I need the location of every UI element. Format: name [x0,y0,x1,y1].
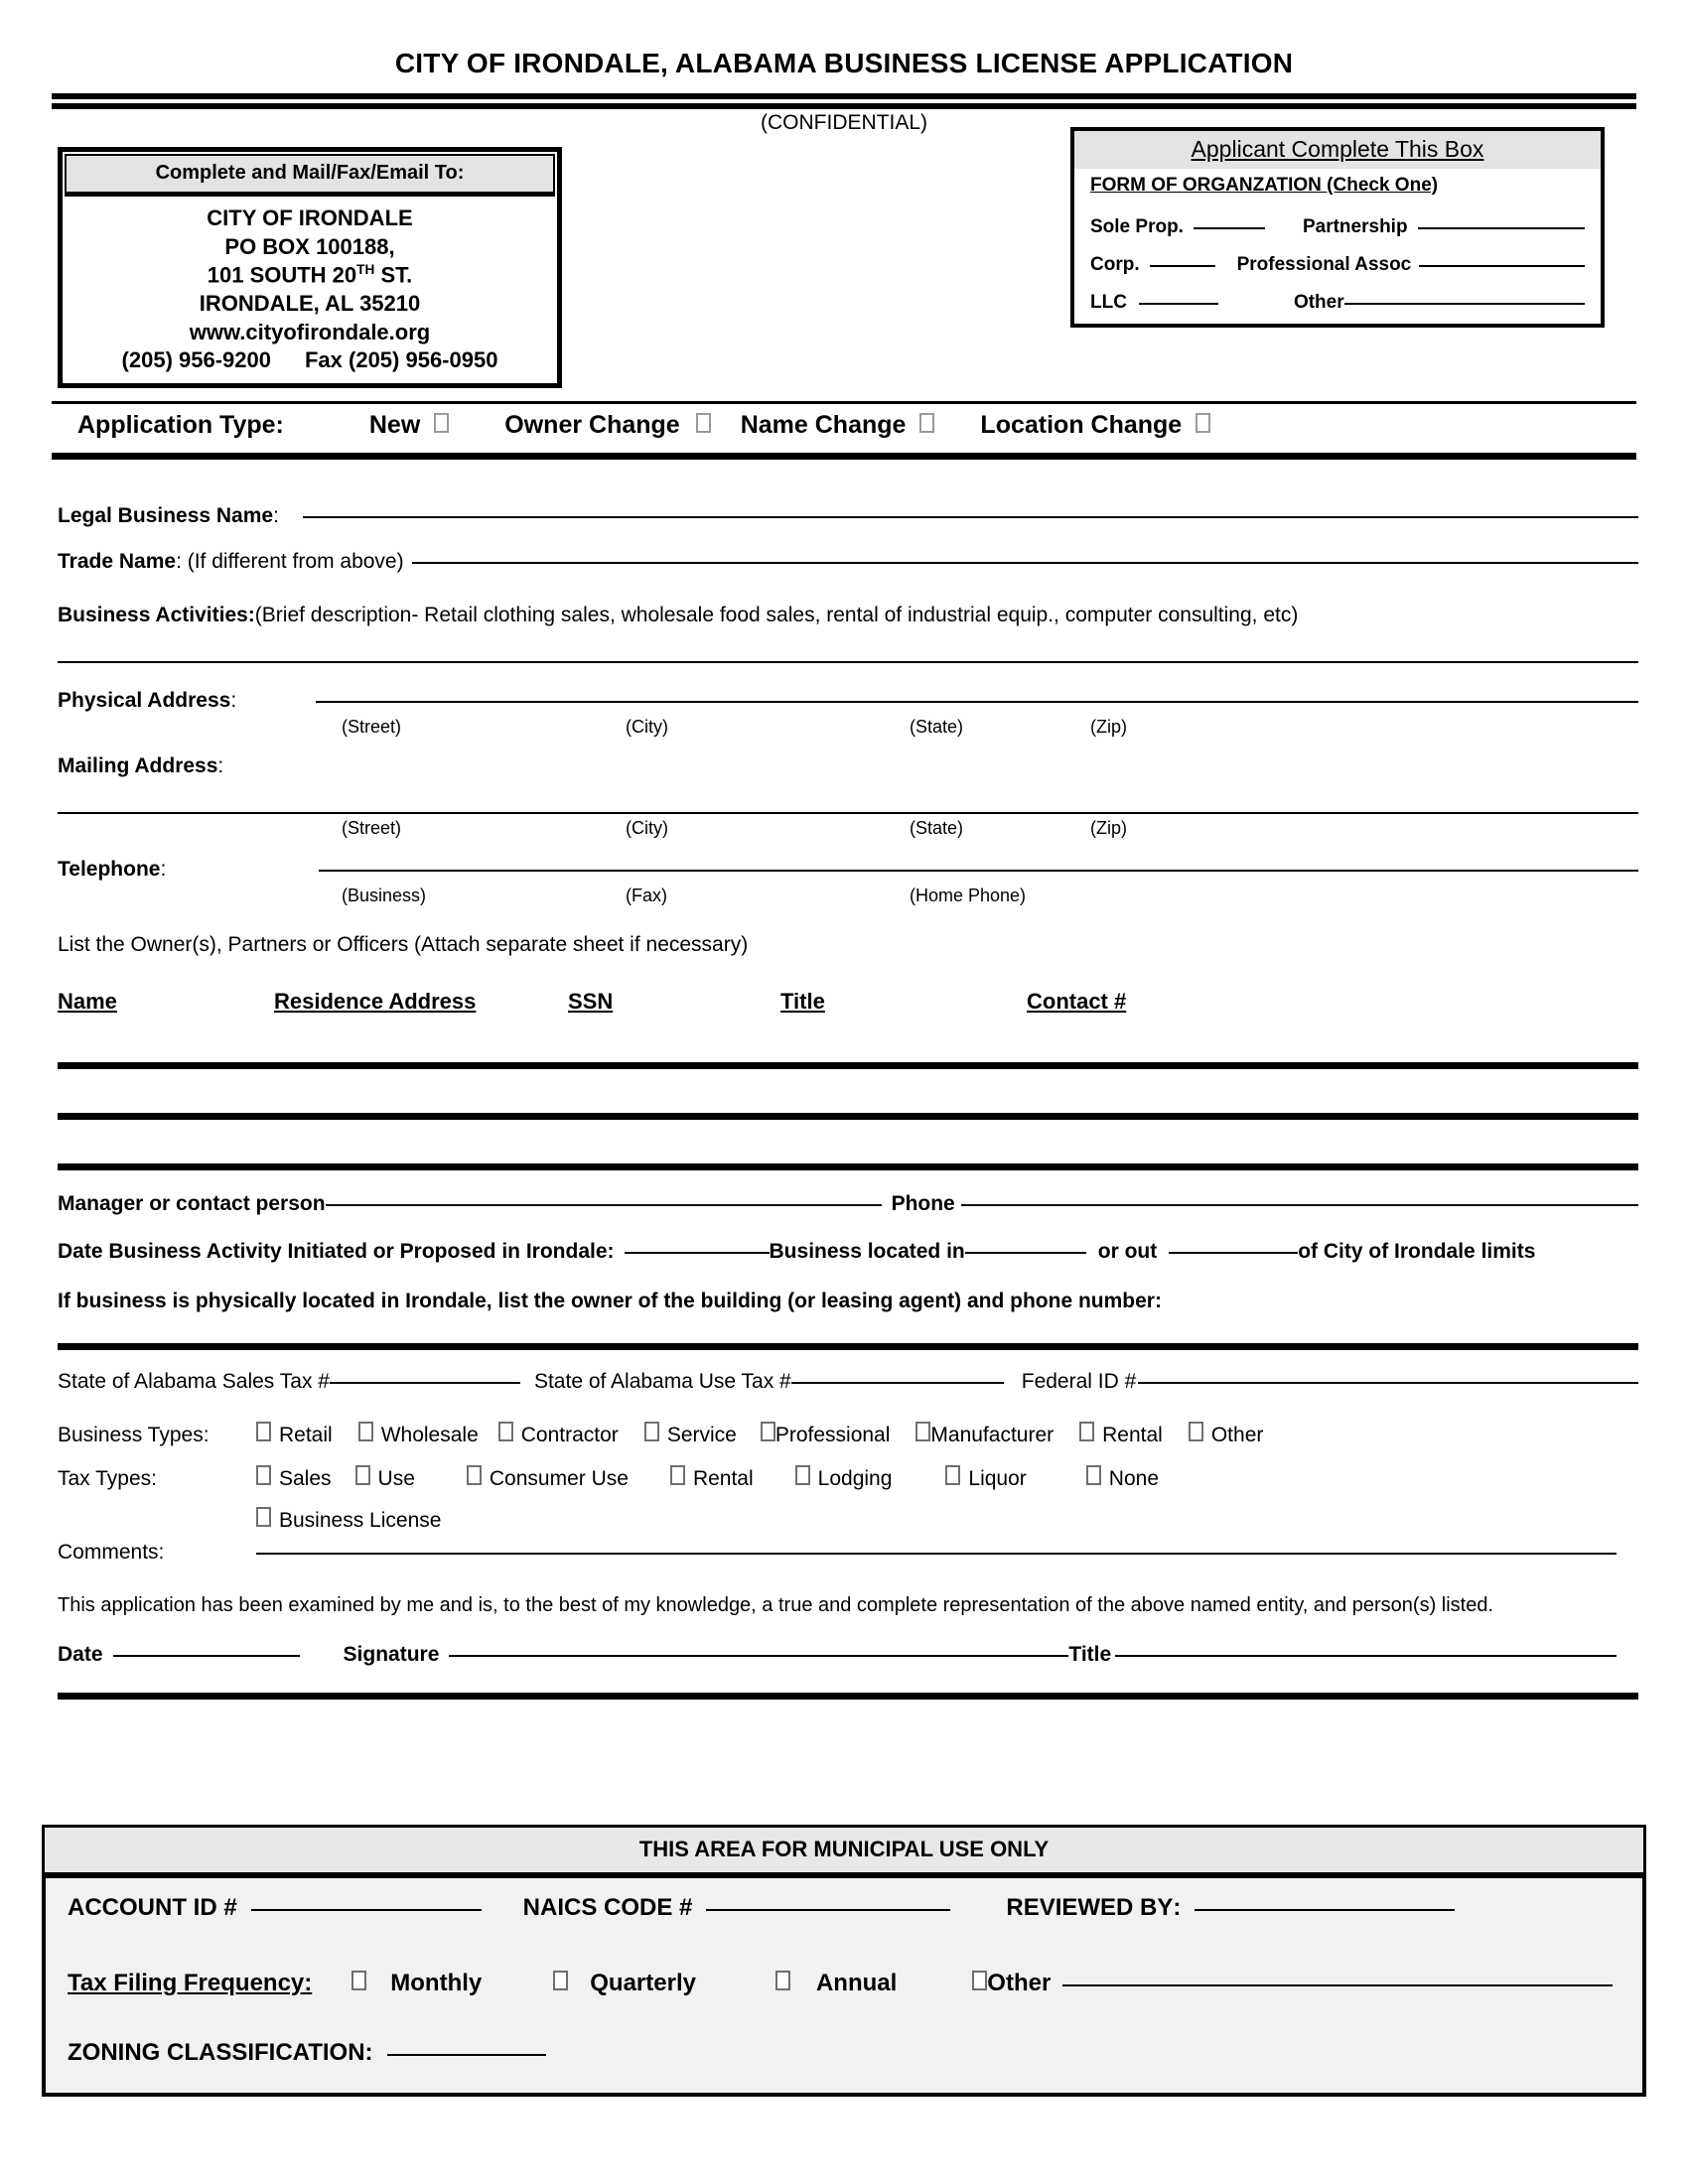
business-type-professional-checkbox[interactable] [761,1422,775,1441]
mail-to-website[interactable]: www.cityofirondale.org [189,319,431,344]
org-row-1 [1090,216,1585,238]
business-activities-note: (Brief description- Retail clothing sales, wholesale food sales, rental of industrial equip., computer consulting, etc) [254,604,1299,626]
tax-filing-annual-checkbox[interactable] [775,1971,790,1990]
business-type-retail-label: Retail [279,1424,333,1446]
tax-type-business-license-label: Business License [279,1509,442,1532]
legal-business-name-row [58,504,1638,528]
mail-to-pobox: PO BOX 100188, [224,233,395,259]
municipal-ids-row [68,1894,1620,1922]
telephone-input[interactable] [319,870,1638,872]
telephone-label: Telephone [58,858,161,881]
org-row-3 [1090,292,1585,314]
manager-contact-input[interactable] [326,1204,882,1206]
account-id-input[interactable] [251,1909,482,1911]
tax-type-business-license-checkbox[interactable] [256,1507,271,1527]
org-option-llc-label: LLC [1090,292,1127,313]
mailing-address-row [58,754,1638,778]
tax-type-use-checkbox[interactable] [355,1465,370,1485]
business-type-retail-checkbox[interactable] [256,1422,271,1441]
org-option-llc-blank[interactable] [1139,303,1218,305]
tax-type-liquor-label: Liquor [968,1467,1027,1490]
application-type-name-change-checkbox[interactable] [919,413,934,433]
mail-to-contact-line [67,346,553,375]
business-type-rental-checkbox[interactable] [1079,1422,1094,1441]
municipal-use-header: THIS AREA FOR MUNICIPAL USE ONLY [42,1825,1646,1872]
tax-type-rental-label: Rental [692,1467,754,1490]
business-type-contractor-label: Contractor [520,1424,619,1446]
or-out-input[interactable] [1169,1252,1298,1254]
caption-fax: (Fax) [626,886,667,905]
business-type-manufacturer-label: Manufacturer [930,1424,1055,1446]
tax-type-consumer-use-checkbox[interactable] [467,1465,482,1485]
building-owner-rule[interactable] [58,1343,1638,1350]
tax-filing-monthly-label: Monthly [390,1970,483,1996]
business-type-wholesale-label: Wholesale [380,1424,479,1446]
tax-types-row [58,1465,1638,1491]
org-option-other-blank[interactable] [1344,303,1585,305]
owners-row-rule-3[interactable] [58,1163,1638,1170]
located-in-input[interactable] [965,1252,1086,1254]
application-type-owner-change-checkbox[interactable] [696,413,711,433]
caption-city: (City) [626,717,668,737]
business-activities-row [58,604,1638,627]
date-initiated-label: Date Business Activity Initiated or Proposed in Irondale [58,1240,608,1263]
tax-types-label: Tax Types: [58,1467,157,1490]
application-type-option-new-label: New [368,411,421,439]
application-type-location-change-checkbox[interactable] [1196,413,1210,433]
signature-label: Signature [343,1643,440,1666]
owners-row-rule-2[interactable] [58,1113,1638,1120]
caption-city-2: (City) [626,818,668,838]
org-option-partnership-label: Partnership [1302,216,1408,237]
physical-address-captions [58,717,1638,741]
account-id-label: ACCOUNT ID # [68,1894,237,1921]
mailing-address-input[interactable] [58,812,1638,814]
title-rule-lower [52,103,1636,109]
tax-filing-monthly-checkbox[interactable] [352,1971,366,1990]
reviewed-by-colon: : [1173,1894,1182,1921]
business-type-wholesale-checkbox[interactable] [358,1422,373,1441]
title-rule-upper [52,93,1636,99]
owners-row-rule-1[interactable] [58,1062,1638,1069]
caption-zip: (Zip) [1090,717,1127,737]
physical-address-row [58,689,1638,713]
caption-business-phone: (Business) [342,886,427,905]
mail-to-fax: Fax (205) 956-0950 [304,347,498,373]
mail-to-city: CITY OF IRONDALE [207,205,413,230]
owners-instruction: List the Owner(s), Partners or Officers (Attach separate sheet if necessary) [58,933,749,956]
tax-type-sales-label: Sales [279,1467,332,1490]
business-type-service-label: Service [666,1424,737,1446]
tax-id-row [58,1370,1638,1394]
applicant-complete-box [1070,127,1605,328]
business-type-professional-label: Professional [774,1424,891,1446]
reviewed-by-label: REVIEWED BY [1006,1894,1174,1921]
mail-to-street [67,261,553,290]
signature-date-input[interactable] [113,1655,300,1657]
mail-to-street-ordinal: TH [356,262,375,278]
use-tax-input[interactable] [791,1382,1004,1384]
comments-input[interactable] [256,1553,1617,1555]
owners-column-title: Title [780,989,825,1014]
caption-street-2: (Street) [342,818,402,838]
caption-state: (State) [910,717,964,737]
org-row-2 [1090,254,1585,276]
or-out-label: or out [1097,1240,1158,1263]
manager-contact-row [58,1192,1638,1216]
federal-id-input[interactable] [1138,1382,1638,1384]
trade-name-label: Trade Name [58,550,177,573]
manager-phone-input[interactable] [961,1204,1638,1206]
signature-title-input[interactable] [1115,1655,1617,1657]
telephone-row [58,858,1638,882]
building-owner-label: If business is physically located in Irondale, list the owner of the building (or leasing agent) and phone number: [58,1290,1162,1312]
application-type-option-name-change-label: Name Change [740,411,907,439]
date-initiated-input[interactable] [625,1252,770,1254]
applicant-box-header-text: Applicant Complete This Box [1191,136,1484,162]
caption-street: (Street) [342,717,402,737]
physical-address-label: Physical Address [58,689,231,712]
tax-filing-annual-label: Annual [815,1970,898,1996]
mail-to-header: Complete and Mail/Fax/Email To: [65,154,555,197]
sales-tax-label: State of Alabama Sales Tax # [58,1370,330,1393]
page-title: CITY OF IRONDALE, ALABAMA BUSINESS LICENSE APPLICATION [394,48,1294,78]
owners-column-name: Name [58,989,117,1014]
application-type-rule-bottom [52,453,1636,460]
owners-column-ssn: SSN [568,989,614,1014]
comments-label: Comments: [58,1541,165,1564]
mail-to-street-post: ST. [374,262,413,288]
tax-type-none-label: None [1108,1467,1159,1490]
tax-type-lodging-checkbox[interactable] [795,1465,810,1485]
tax-type-lodging-label: Lodging [817,1467,893,1490]
application-type-rule-top [52,401,1636,404]
tax-type-consumer-use-label: Consumer Use [489,1467,629,1490]
org-option-professional-assoc-label: Professional Assoc [1236,254,1412,275]
caption-home-phone: (Home Phone) [910,886,1027,905]
trade-name-note: : (If different from above) [176,550,404,573]
org-option-corp-blank[interactable] [1150,265,1215,267]
trade-name-row [58,550,1638,574]
form-body [58,486,1638,1700]
business-types-row [58,1422,1638,1447]
legal-business-name-input[interactable] [303,516,1638,518]
telephone-colon: : [160,858,167,881]
federal-id-label: Federal ID # [1021,1370,1137,1393]
mailing-address-colon: : [217,754,224,777]
business-type-service-checkbox[interactable] [644,1422,659,1441]
manager-phone-label: Phone [891,1192,955,1215]
business-type-manufacturer-checkbox[interactable] [915,1422,930,1441]
municipal-use-body [42,1872,1646,2097]
municipal-use-box [42,1825,1646,2097]
business-license-row [58,1507,1638,1533]
mail-to-phone: (205) 956-9200 [121,347,271,373]
date-initiated-row [58,1240,1638,1264]
city-limits-label: of City of Irondale limits [1298,1240,1536,1263]
mailing-address-label: Mailing Address [58,754,218,777]
certification-text: This application has been examined by me and is, to the best of my knowledge, a true and complete representation of the above named entity, and person(s) listed. [58,1594,1494,1616]
owners-table-header [58,989,1638,1023]
owners-column-address: Residence Address [274,989,477,1014]
reviewed-by-input[interactable] [1195,1909,1455,1911]
application-type-new-checkbox[interactable] [434,413,449,433]
applicant-box-header [1074,131,1601,169]
use-tax-label: State of Alabama Use Tax # [533,1370,791,1393]
org-option-other-label: Other [1293,292,1344,313]
application-type-label: Application Type: [77,411,284,439]
legal-business-name-label: Legal Business Name [58,504,274,527]
tax-filing-other-label: Other [987,1970,1052,1996]
tax-filing-other-checkbox[interactable] [972,1971,987,1990]
manager-contact-label: Manager or contact person [58,1192,326,1215]
business-activities-input[interactable] [58,661,1638,663]
mailing-address-captions [58,818,1638,842]
caption-zip-2: (Zip) [1090,818,1127,838]
date-initiated-colon: : [607,1240,615,1263]
org-option-corp-label: Corp. [1090,254,1140,275]
physical-address-colon: : [230,689,237,712]
comments-row [58,1541,1638,1565]
org-option-partnership-blank[interactable] [1418,227,1585,229]
business-types-label: Business Types: [58,1424,210,1446]
tax-type-use-label: Use [377,1467,415,1490]
telephone-captions [58,886,1638,909]
zoning-classification-label: ZONING CLASSIFICATION: [68,2039,373,2066]
mail-to-street-pre: 101 SOUTH 20 [207,262,357,288]
business-type-rental-label: Rental [1102,1424,1163,1446]
tax-type-liquor-checkbox[interactable] [945,1465,960,1485]
naics-code-label: NAICS CODE # [522,1894,693,1921]
org-option-sole-prop-blank[interactable] [1194,227,1265,229]
business-type-other-label: Other [1210,1424,1264,1446]
owners-column-contact: Contact # [1027,989,1127,1014]
sales-tax-input[interactable] [330,1382,520,1384]
application-type-row [52,411,1636,440]
located-in-label: Business located in [769,1240,965,1263]
signature-title-label: Title [1068,1643,1112,1666]
application-type-option-owner-change-label: Owner Change [504,411,680,439]
physical-address-input[interactable] [316,701,1638,703]
confidential-label: (CONFIDENTIAL) [761,111,927,134]
tax-filing-quarterly-checkbox[interactable] [553,1971,568,1990]
zoning-classification-row [68,2039,1620,2067]
tax-filing-frequency-label: Tax Filing Frequency: [68,1970,313,1996]
tax-filing-frequency-row [68,1970,1620,1997]
applicant-box-body [1074,169,1601,324]
tax-type-none-checkbox[interactable] [1086,1465,1101,1485]
form-of-organization-label: FORM OF ORGANZATION (Check One) [1090,175,1439,196]
org-option-sole-prop-label: Sole Prop. [1090,216,1184,237]
tax-filing-other-input[interactable] [1062,1984,1613,1986]
trade-name-input[interactable] [412,562,1638,564]
mail-to-citystatezip: IRONDALE, AL 35210 [199,291,421,317]
zoning-classification-input[interactable] [387,2054,546,2056]
naics-code-input[interactable] [706,1909,950,1911]
certification-bottom-rule [58,1693,1638,1700]
mail-to-box [58,147,562,388]
tax-type-sales-checkbox[interactable] [256,1465,271,1485]
legal-business-name-colon: : [273,504,279,527]
signature-row [58,1643,1638,1667]
signature-input[interactable] [449,1655,1068,1657]
business-activities-label: Business Activities: [58,604,255,626]
caption-state-2: (State) [910,818,964,838]
business-type-contractor-checkbox[interactable] [498,1422,513,1441]
signature-date-label: Date [58,1643,103,1666]
tax-type-rental-checkbox[interactable] [670,1465,685,1485]
mail-to-body [63,197,557,383]
business-type-other-checkbox[interactable] [1189,1422,1203,1441]
org-option-professional-assoc-blank[interactable] [1419,265,1585,267]
tax-filing-quarterly-label: Quarterly [590,1970,696,1996]
application-type-option-location-change-label: Location Change [980,411,1183,439]
